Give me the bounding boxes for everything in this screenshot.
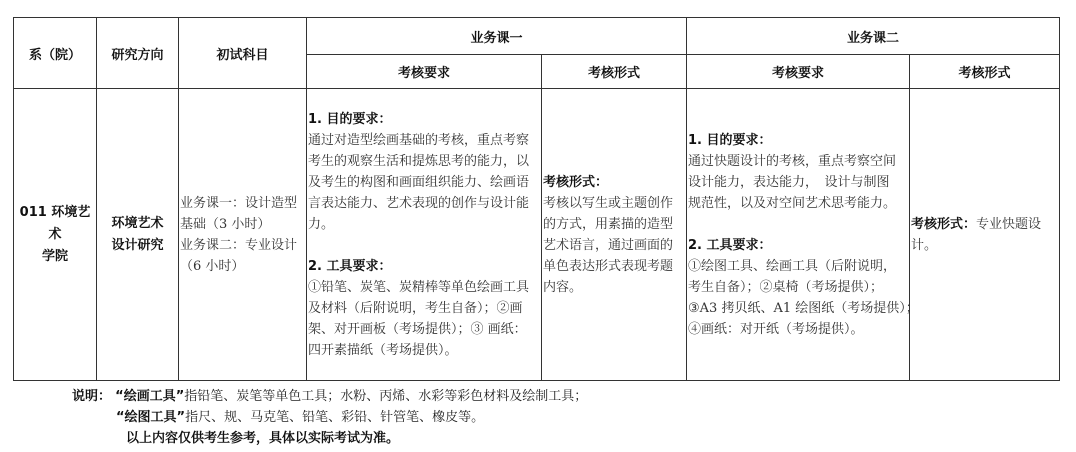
dept-line: 学院: [41, 248, 68, 264]
dept-line: 011 环境艺术: [19, 204, 91, 242]
heading: 2. 工具要求：: [688, 237, 772, 253]
text-line: 规范性，以及对空间艺术思考能力。: [688, 195, 897, 211]
first-exam-cell: [179, 89, 307, 381]
header-direction: 研究方向: [97, 18, 179, 89]
text-line: 通过对造型绘画基础的考核，重点考察: [308, 132, 530, 148]
course2-form-cell: [910, 89, 1060, 381]
header-course2-req: 考核要求: [687, 55, 910, 89]
direction-line: 环境艺术: [111, 215, 164, 231]
disclaimer: 以上内容仅供考生参考，具体以实际考试为准。: [126, 431, 400, 446]
text-line: 考核以写生或主题创作: [543, 195, 674, 211]
direction-cell: [97, 89, 179, 381]
header-course1: 业务课一: [307, 18, 687, 55]
text-line: ①铅笔、炭笔、炭精棒等单色绘画工具: [308, 279, 530, 295]
text-line: 及考生的构图和画面组织能力、绘画语: [308, 174, 530, 190]
text-line: 力。: [308, 216, 335, 232]
first-exam-line: 基础（3 小时）: [180, 216, 271, 232]
heading: 1. 目的要求：: [688, 132, 772, 148]
notes-label: 说明：: [72, 389, 112, 404]
text-line: 考生自备）；②桌椅（考场提供）；: [688, 279, 884, 295]
text-line: 考生的观察生活和提炼思考的能力，以: [308, 153, 530, 169]
dept-cell: [14, 89, 97, 381]
header-dept: 系（院）: [14, 18, 97, 89]
text-line: 四开素描纸（考场提供）。: [308, 342, 458, 358]
first-exam-line: （6 小时）: [180, 258, 245, 274]
exam-table: [13, 17, 1060, 381]
note-term: “绘图工具”: [116, 410, 186, 425]
text-line: 艺术语言，通过画面的: [543, 237, 674, 253]
text-line: 单色表达形式表现考题: [543, 258, 674, 274]
text-line: 计。: [911, 237, 938, 253]
direction-line: 设计研究: [111, 237, 164, 253]
header-first-exam: 初试科目: [179, 18, 307, 89]
text-line: 言表达能力、艺术表现的创作与设计能: [308, 195, 530, 211]
note-text: 指铅笔、炭笔等单色工具；水粉、丙烯、水彩等彩色材料及绘制工具；: [184, 389, 588, 404]
text-line: ③A3 拷贝纸、A1 绘图纸（考场提供）；: [688, 300, 919, 316]
header-course1-req: 考核要求: [307, 55, 542, 89]
course2-req-cell: [687, 89, 919, 381]
header-course2-form: 考核形式: [910, 55, 1060, 89]
heading: 考核形式：: [543, 174, 609, 190]
heading: 1. 目的要求：: [308, 111, 392, 127]
note-text: 指尺、规、马克笔、铅笔、彩铅、针管笔、橡皮等。: [185, 410, 485, 425]
note-term: “绘画工具”: [115, 389, 185, 404]
text-line: 及材料（后附说明，考生自备）；②画: [308, 300, 523, 316]
course1-form-cell: [542, 89, 687, 381]
text-line: 设计能力，表达能力， 设计与制图: [688, 174, 890, 190]
text: 专业快题设: [976, 216, 1042, 232]
text-line: 内容。: [543, 279, 583, 295]
text-line: 的方式，用素描的造型: [543, 216, 674, 232]
first-exam-line: 业务课二：专业设计: [180, 237, 298, 253]
heading: 2. 工具要求：: [308, 258, 392, 274]
heading: 考核形式：: [911, 216, 977, 232]
text-line: 架、对开画板（考场提供）；③ 画纸：: [308, 321, 527, 337]
text-line: 通过快题设计的考核，重点考察空间: [688, 153, 897, 169]
header-course1-form: 考核形式: [542, 55, 687, 89]
notes: [72, 386, 587, 449]
text-line: ④画纸：对开纸（考场提供）。: [688, 321, 864, 337]
first-exam-line: 业务课一：设计造型: [180, 195, 298, 211]
course1-req-cell: [307, 89, 542, 381]
text-line: ①绘图工具、绘画工具（后附说明，: [688, 258, 897, 274]
header-course2: 业务课二: [687, 18, 1060, 55]
